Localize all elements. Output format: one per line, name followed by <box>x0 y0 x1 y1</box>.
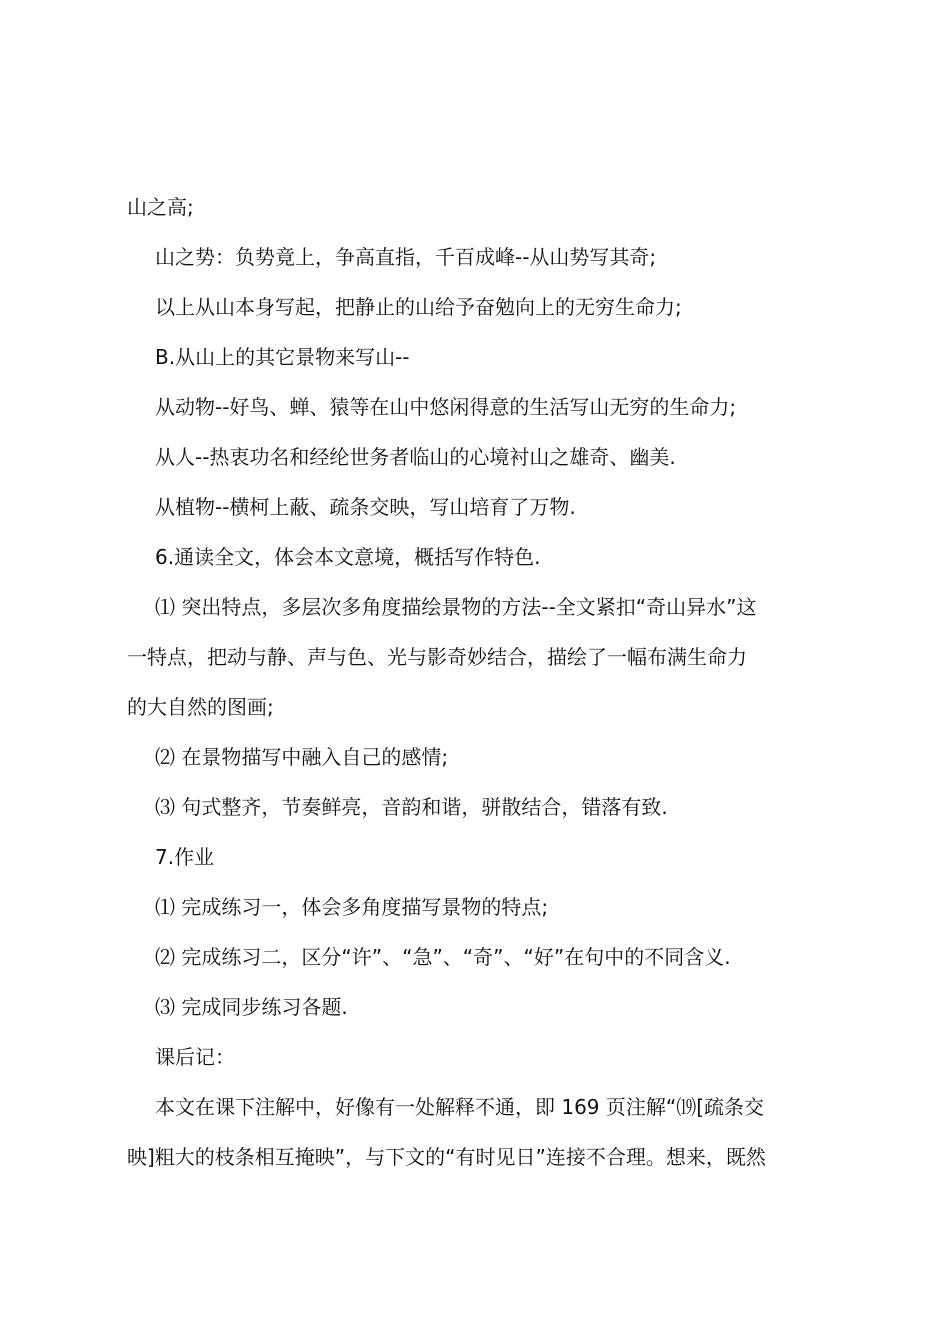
text-line-2: 山之势：负势竟上，争高直指，千百成峰--从山势写其奇; <box>155 245 657 269</box>
text-line-14: 7.作业 <box>155 845 215 869</box>
text-line-4: B.从山上的其它景物来写山-- <box>155 345 410 369</box>
text-line-5: 从动物--好鸟、蝉、猿等在山中悠闲得意的生活写山无穷的生命力; <box>155 395 737 419</box>
text-line-8: 6.通读全文，体会本文意境，概括写作特色. <box>155 545 541 569</box>
document-page <box>127 182 833 1182</box>
text-line-9: ⑴ 突出特点，多层次多角度描绘景物的方法--全文紧扣“奇山异水”这 <box>155 595 757 619</box>
text-line-18: 课后记： <box>155 1045 235 1069</box>
text-line-19: 本文在课下注解中，好像有一处解释不通，即 169 页注解“⒆[疏条交 <box>155 1095 765 1119</box>
text-line-20: 映]粗大的枝条相互掩映”，与下文的“有时见日”连接不合理。想来，既然 <box>127 1145 766 1169</box>
text-line-1: 山之高; <box>127 195 194 219</box>
text-line-6: 从人--热衷功名和经纶世务者临山的心境衬山之雄奇、幽美. <box>155 445 676 469</box>
text-line-15: ⑴ 完成练习一，体会多角度描写景物的特点; <box>155 895 549 919</box>
text-line-12: ⑵ 在景物描写中融入自己的感情; <box>155 745 449 769</box>
text-line-13: ⑶ 句式整齐，节奏鲜亮，音韵和谐，骈散结合，错落有致. <box>155 795 668 819</box>
text-line-11: 的大自然的图画; <box>127 695 274 719</box>
text-line-7: 从植物--横柯上蔽、疏条交映，写山培育了万物. <box>155 495 576 519</box>
text-line-10: 一特点，把动与静、声与色、光与影奇妙结合，描绘了一幅布满生命力 <box>127 645 747 669</box>
text-line-16: ⑵ 完成练习二，区分“许”、“急”、“奇”、“好”在句中的不同含义. <box>155 945 731 969</box>
text-line-17: ⑶ 完成同步练习各题. <box>155 995 348 1019</box>
text-line-3: 以上从山本身写起，把静止的山给予奋勉向上的无穷生命力; <box>155 295 682 319</box>
